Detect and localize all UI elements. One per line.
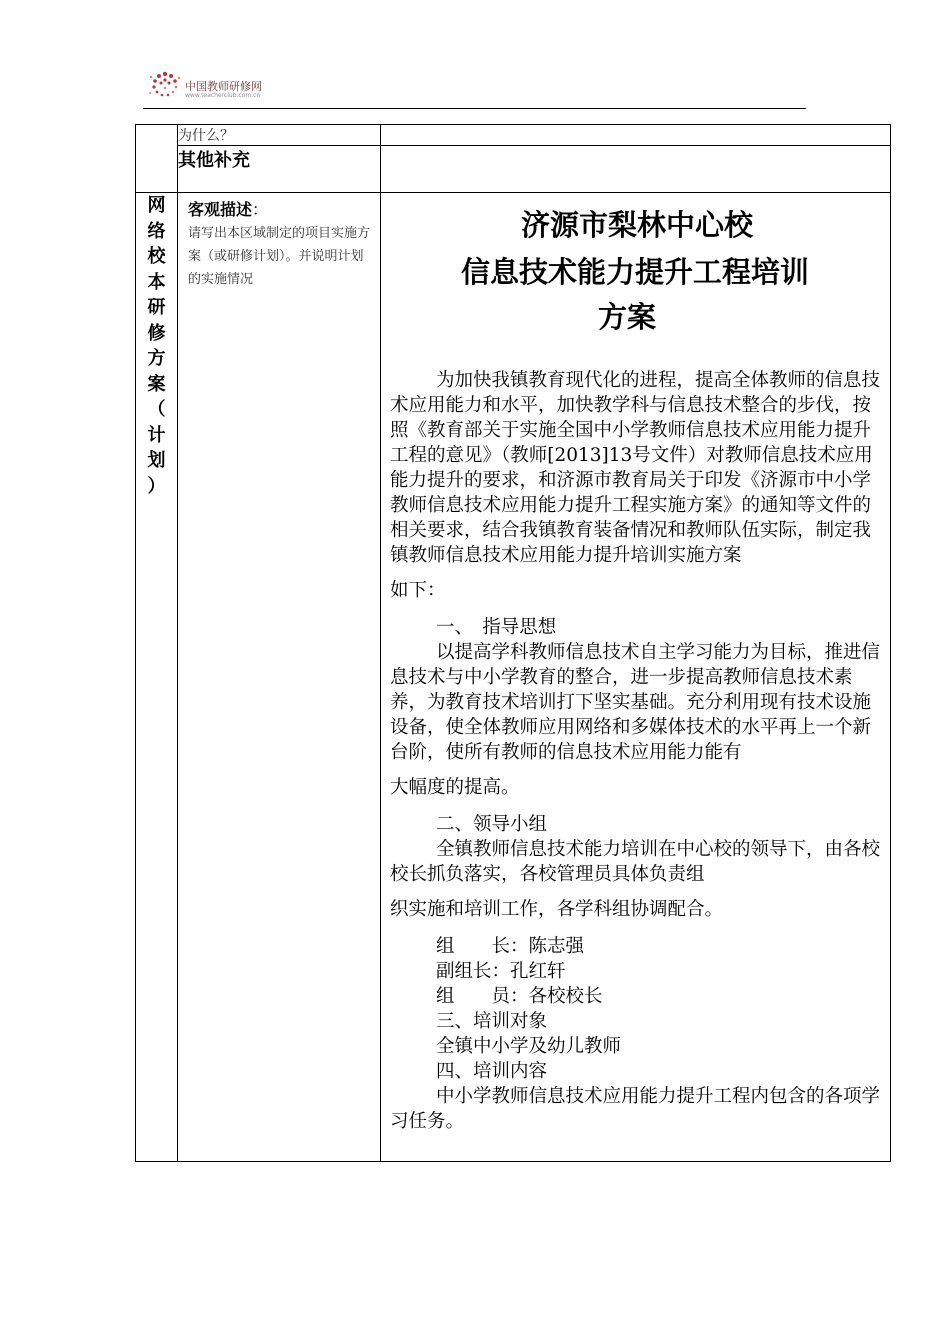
row-value-why: [381, 125, 891, 146]
side-label-plan: 网 络 校 本 研 修 方 案 （ 计 划 ）: [136, 193, 178, 1162]
logo-name: 中国教师研修网: [185, 80, 262, 93]
intro-paragraph: 为加快我镇教育现代化的进程，提高全体教师的信息技术应用能力和水平，加快教学科与信息技术整合的步伐，按照《教育部关于实施全国中小学教师信息技术应用能力提升工程的意见》（教师[2013]13号文件）对教师信息技术应用能力提升的要求，和济源市教育局关于印发《济源市中小学教师信息技术应用能力提升工程实施方案》的通知等文件的相关要求，结合我镇教育装备情况和教师队伍实际，制定我镇教师信息技术应用能力提升培训实施方案: [390, 370, 881, 566]
logo-url: www.teacherclub.com.cn: [185, 92, 261, 99]
section3-heading: 三、培训对象: [436, 1011, 548, 1032]
table-row: [136, 125, 891, 146]
section2-body: 全镇教师信息技术能力培训在中心校的领导下，由各校校长抓负落实，各校管理员具体负责组: [390, 839, 881, 885]
row-value-other: [381, 146, 891, 193]
row-label-why: 为什么？: [178, 125, 381, 146]
objective-cell: [178, 193, 381, 1162]
section1-body: 以提高学科教师信息技术自主学习能力为目标，推进信息技术与中小学教育的整合，进一步提高教师信息技术素养，为教育技术培训打下坚实基础。充分利用现有技术设施设备，使全体教师应用网络和多媒体技术的水平再上一个新台阶，使所有教师的信息技术应用能力能有: [390, 642, 881, 763]
document-title: 济源市梨林中心校 信息技术能力提升工程培训 方案: [460, 208, 809, 334]
plan-document: [381, 202, 890, 1134]
section3-body: 全镇中小学及幼儿教师: [436, 1036, 622, 1057]
table-row: [136, 193, 891, 1162]
section1-heading: 一、 指导思想: [436, 617, 557, 638]
side-cell-empty: [136, 125, 178, 193]
teacherclub-logo: [145, 68, 285, 104]
section1-end: 大幅度的提高。: [390, 777, 520, 798]
plan-document-cell: [381, 193, 891, 1162]
objective-description: 请写出本区域制定的项目实施方案（或研修计划）。并说明计划的实施情况: [188, 226, 371, 287]
section4-heading: 四、培训内容: [436, 1061, 548, 1082]
vice-leader-line: 副组长：孔红轩: [436, 961, 566, 982]
section2-end: 织实施和培训工作，各学科组协调配合。: [390, 899, 724, 920]
intro-end: 如下：: [390, 580, 446, 601]
logo-flower-icon: [145, 68, 185, 104]
members-line: 组 员：各校校长: [436, 986, 603, 1007]
section4-body: 中小学教师信息技术应用能力提升工程内包含的各项学习任务。: [390, 1086, 881, 1132]
header-rule: [143, 108, 806, 109]
objective-title: 客观描述：: [188, 200, 269, 219]
leader-line: 组 长：陈志强: [436, 936, 585, 957]
table-row: [136, 146, 891, 193]
row-label-other: 其他补充: [178, 146, 381, 193]
section2-heading: 二、领导小组: [436, 814, 548, 835]
plan-table: [135, 124, 891, 1162]
